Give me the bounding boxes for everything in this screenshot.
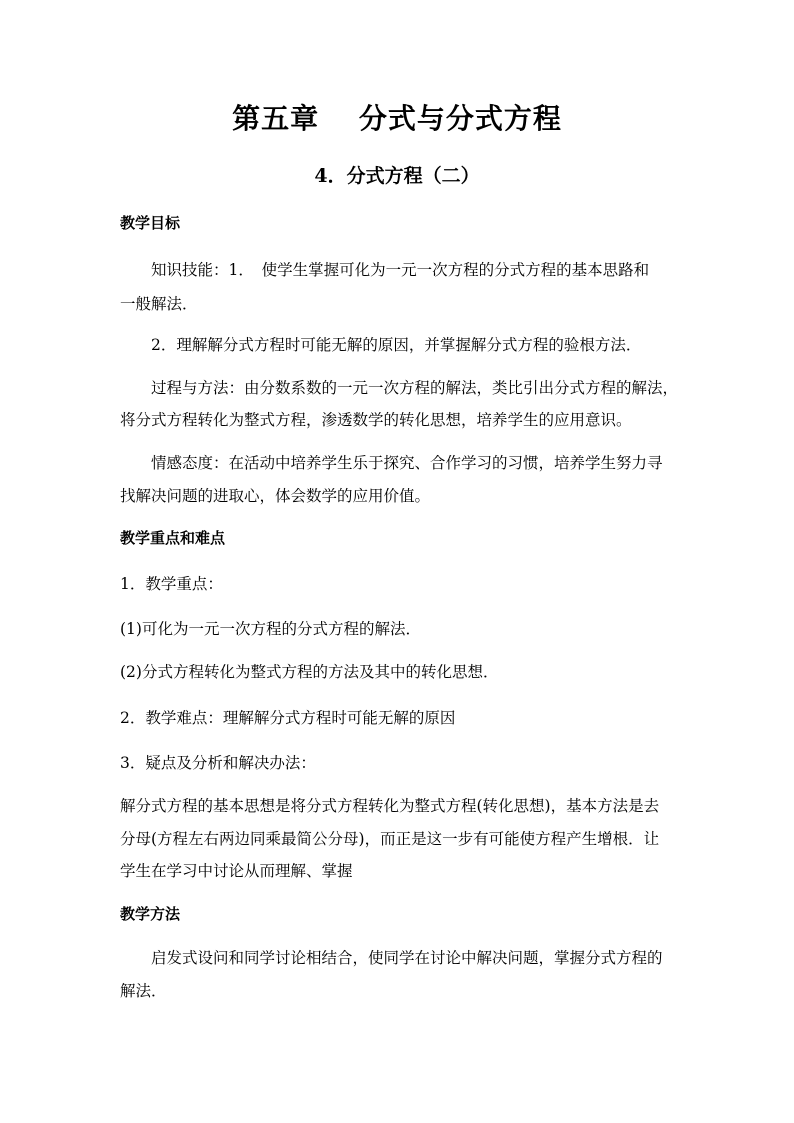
analysis-line-2: 分母(方程左右两边同乘最简公分母)，而正是这一步有可能使方程产生增根．让 <box>120 830 660 848</box>
knowledge-line-1: 知识技能：1． 使学生掌握可化为一元一次方程的分式方程的基本思路和 <box>151 261 650 279</box>
knowledge-line-2: 一般解法． <box>120 295 198 313</box>
key-point-item-2: 2．教学难点：理解解分式方程时可能无解的原因 <box>120 709 456 727</box>
process-line-2: 将分式方程转化为整式方程，渗透数学的转化思想，培养学生的应用意识。 <box>120 411 632 429</box>
section-title: 4．分式方程（二） <box>314 165 480 187</box>
emotion-line-2: 找解决问题的进取心，体会数学的应用价值。 <box>120 487 431 505</box>
process-line-1: 过程与方法：由分数系数的一元一次方程的解法，类比引出分式方程的解法， <box>151 379 679 397</box>
key-point-item-1: 1．教学重点： <box>120 575 223 593</box>
analysis-line-1: 解分式方程的基本思想是将分式方程转化为整式方程(转化思想)，基本方法是去 <box>120 797 660 815</box>
key-point-item-1-sub-2: (2)分式方程转化为整式方程的方法及其中的转化思想． <box>120 663 499 681</box>
key-point-item-1-sub-1: (1)可化为一元一次方程的分式方程的解法． <box>120 620 421 638</box>
key-points-heading: 教学重点和难点 <box>120 529 226 547</box>
emotion-line-1: 情感态度：在活动中培养学生乐于探究、合作学习的习惯，培养学生努力寻 <box>151 454 663 472</box>
teaching-method-line-1: 启发式设问和同学讨论相结合，使同学在讨论中解决问题，掌握分式方程的 <box>151 949 663 967</box>
teaching-method-line-2: 解法． <box>120 982 167 1000</box>
teaching-goals-heading: 教学目标 <box>120 214 181 232</box>
teaching-method-heading: 教学方法 <box>120 905 181 923</box>
chapter-title: 第五章 分式与分式方程 <box>232 102 562 135</box>
knowledge-point-2: 2．理解解分式方程时可能无解的原因，并掌握解分式方程的验根方法． <box>151 336 642 354</box>
analysis-line-3: 学生在学习中讨论从而理解、掌握 <box>120 862 353 880</box>
key-point-item-3: 3．疑点及分析和解决办法： <box>120 754 316 772</box>
